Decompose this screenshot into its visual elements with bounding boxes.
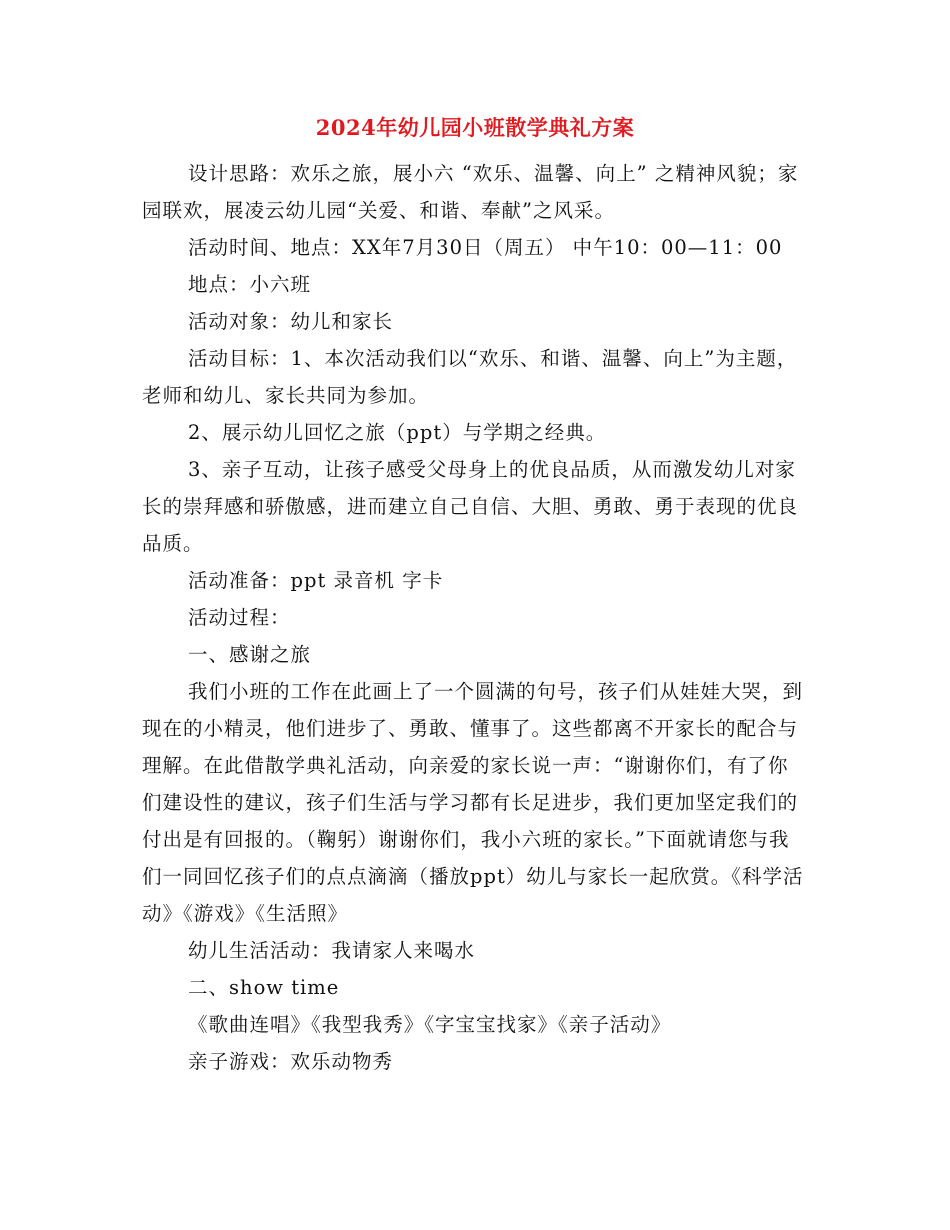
document-title: 2024年幼儿园小班散学典礼方案: [315, 115, 635, 140]
paragraph-parent-child-game: 亲子游戏：欢乐动物秀: [188, 1050, 394, 1073]
paragraph-activity-time: 活动时间、地点：XX年7月30日（周五） 中午10：00—11：00: [188, 236, 783, 259]
paragraph-design-idea: 设计思路：欢乐之旅，展小六 “欢乐、温馨、向上” 之精神风貌；家园联欢，展凌云幼儿园“关爱、和谐、奉献”之风采。: [142, 162, 799, 222]
section-heading-thanks: 一、感谢之旅: [188, 643, 312, 666]
paragraph-participants: 活动对象：幼儿和家长: [188, 310, 394, 333]
paragraph-thanks-body: 我们小班的工作在此画上了一个圆满的句号，孩子们从娃娃大哭，到现在的小精灵，他们进步了、勇敢、懂事了。这些都离不开家长的配合与理解。在此借散学典礼活动，向亲爱的家长说一声：“谢谢你们，有了你们建设性的建议，孩子们生活与学习都有长足进步，我们更加坚定我们的付出是有回报的。（鞠躬）谢谢你们，我小六班的家长。”下面就请您与我们一同回忆孩子们的点点滴滴（播放ppt）幼儿与家长一起欣赏。《科学活动》《游戏》《生活照》: [142, 680, 804, 925]
paragraph-location: 地点：小六班: [188, 273, 312, 296]
paragraph-life-activity: 幼儿生活活动：我请家人来喝水: [188, 939, 476, 962]
paragraph-goal-2: 2、展示幼儿回忆之旅（ppt）与学期之经典。: [188, 421, 607, 444]
paragraph-preparation: 活动准备：ppt 录音机 字卡: [188, 569, 444, 592]
section-heading-show-time: 二、show time: [188, 976, 340, 999]
paragraph-process-heading: 活动过程：: [188, 606, 291, 629]
paragraph-goal-3: 3、亲子互动，让孩子感受父母身上的优良品质，从而激发幼儿对家长的崇拜感和骄傲感，进而建立自己自信、大胆、勇敢、勇于表现的优良品质。: [142, 458, 799, 555]
paragraph-goal-1: 活动目标：1、本次活动我们以“欢乐、和谐、温馨、向上”为主题，老师和幼儿、家长共同为参加。: [142, 347, 798, 407]
paragraph-program-list: 《歌曲连唱》《我型我秀》《字宝宝找家》《亲子活动》: [188, 1013, 672, 1036]
